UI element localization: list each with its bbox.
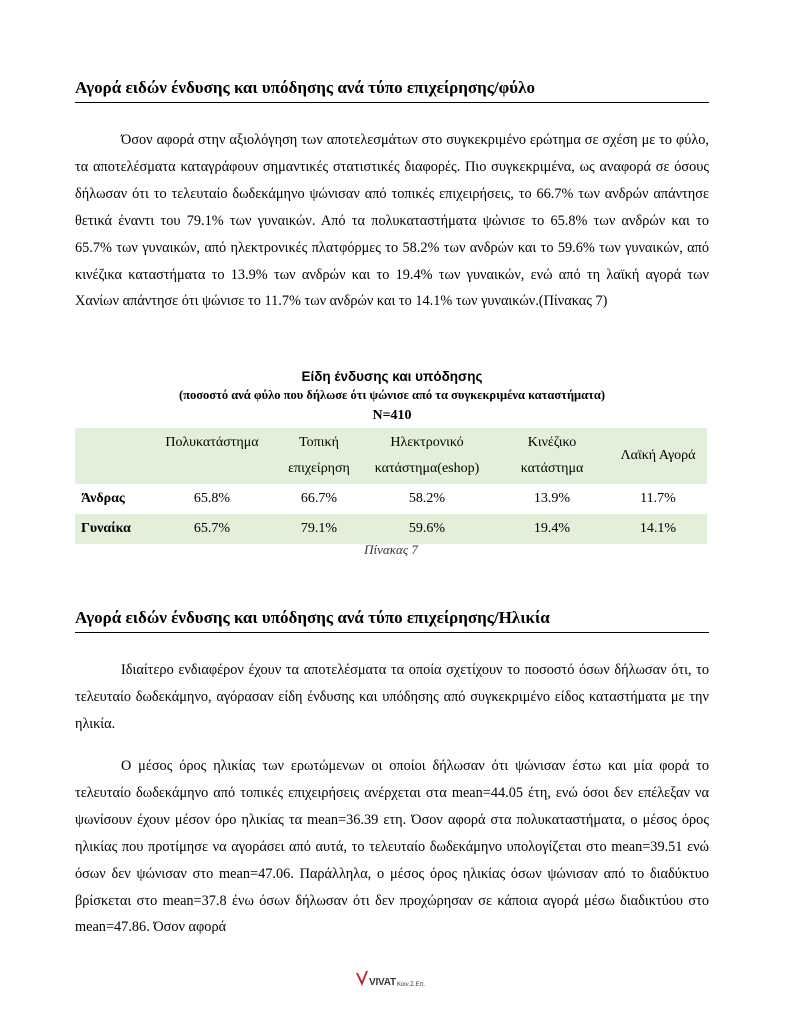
section-heading-age: Αγορά ειδών ένδυσης και υπόδησης ανά τύπο επιχείρησης/Ηλικία	[75, 607, 709, 633]
paragraph-age-means: Ο μέσος όρος ηλικίας των ερωτώμενων οι οποίοι δήλωσαν ότι ψώνισαν έστω και μία φορά το τελευταίο δωδεκάμηνο από τοπικές επιχειρήσεις ανέρχεται στα mean=44.05 έτη, ενώ όσοι δεν επέλεξαν να ψωνίσουν έχουν μέσον όρο ηλικίας τα mean=36.39 ετη. Όσον αφορά στα πολυκαταστήματα, ο μέσος όρος ηλικίας που προτίμησε να αγοράσει από αυτά, το τελευταίο δωδεκάμηνο υπολογίζεται στο mean=39.51 ενώ όσων δεν ψώνισαν στο mean=47.06. Παράλληλα, ο μέσος όρος ηλικίας όσων ψώνισαν από το διαδύκτυο βρίσκεται στο mean=37.8 ένω όσων δήλωσαν ότι δεν προχώρησαν σε κάποια αγορά μέσω διαδικτύου στο mean=47.86. Όσον αφορά	[75, 758, 709, 936]
row-label: Άνδρας	[81, 491, 125, 506]
table-cell: 65.8%	[193, 491, 231, 506]
table-header-cell: Κινέζικο κατάστημα	[520, 435, 584, 476]
paragraph-gender-results: Όσον αφορά στην αξιολόγηση των αποτελεσμάτων στο συγκεκριμένο ερώτημα σε σχέση με το φύλο, τα αποτελέσματα καταγράφουν σημαντικές στατιστικές διαφορές. Πιο συγκεκριμένα, ως αναφορά σε όσους δήλωσαν ότι το τελευταίο δωδεκάμηνο ψώνισαν από τοπικές επιχειρήσεις, το 66.7% των ανδρών απάντησε θετικά έναντι του 79.1% των γυναικών. Από τα πολυκαταστήματα ψώνισε το 65.8% των ανδρών και το 65.7% των γυναικών, από ηλεκτρονικές πλατφόρμες το 58.2% των ανδρών και το 59.6% των γυναικών, από κινέζικα καταστήματα το 13.9% των ανδρών και το 19.4% των γυναικών, ενώ από τη λαϊκή αγορά των Χανίων απάντησε ότι ψώνισε το 11.7% των ανδρών και το 14.1% των γυναικών.(Πίνακας 7)	[75, 132, 709, 310]
table-cell: 14.1%	[639, 521, 677, 536]
footer-logo	[355, 966, 425, 988]
table-header-row	[75, 428, 707, 484]
table-title: Είδη ένδυσης και υπόδησης	[301, 369, 483, 384]
table-header-cell: Πολυκατάστημα	[165, 435, 259, 450]
table-header-cell: Λαϊκή Αγορά	[620, 448, 696, 463]
table-cell: 13.9%	[533, 491, 571, 506]
table-cell: 58.2%	[408, 491, 446, 506]
table-cell: 11.7%	[640, 491, 676, 506]
footer-logo-text: VIVAT	[369, 977, 396, 988]
table-row	[75, 484, 707, 514]
table-sample-size: N=410	[372, 408, 412, 423]
table-cell: 79.1%	[300, 521, 338, 536]
table-cell: 66.7%	[300, 491, 338, 506]
table-cell: 65.7%	[193, 521, 231, 536]
table-header-cell	[75, 428, 145, 484]
table-caption: Πίνακας 7	[364, 542, 418, 557]
table-cell: 19.4%	[533, 521, 571, 536]
section-heading-gender: Αγορά ειδών ένδυσης και υπόδησης ανά τύπο επιχείρησης/φύλο	[75, 77, 709, 103]
table-header-cell: Τοπική επιχείρηση	[288, 435, 350, 476]
row-label: Γυναίκα	[81, 521, 131, 536]
table-row	[75, 514, 707, 544]
paragraph-age-intro: Ιδιαίτερο ενδιαφέρον έχουν τα αποτελέσματα τα οποία σχετίχουν το ποσοστό όσων δήλωσαν ότι, το τελευταίο δωδεκάμηνο, αγόρασαν είδη ένδυσης και υπόδησης από συγκεκριμένο είδος καταστήματα με την ηλικία.	[75, 662, 709, 732]
purchase-by-gender-table	[75, 428, 707, 544]
table-cell: 59.6%	[408, 521, 446, 536]
footer-logo-subtext: Κοιν.Σ.Επ.	[396, 982, 426, 988]
table-header-cell: Ηλεκτρονικό κατάστημα(eshop)	[374, 435, 480, 476]
table-subtitle: (ποσοστό ανά φύλο που δήλωσε ότι ψώνισε από τα συγκεκριμένα καταστήματα)	[178, 388, 606, 402]
vivat-logo-mark-icon	[355, 970, 369, 988]
